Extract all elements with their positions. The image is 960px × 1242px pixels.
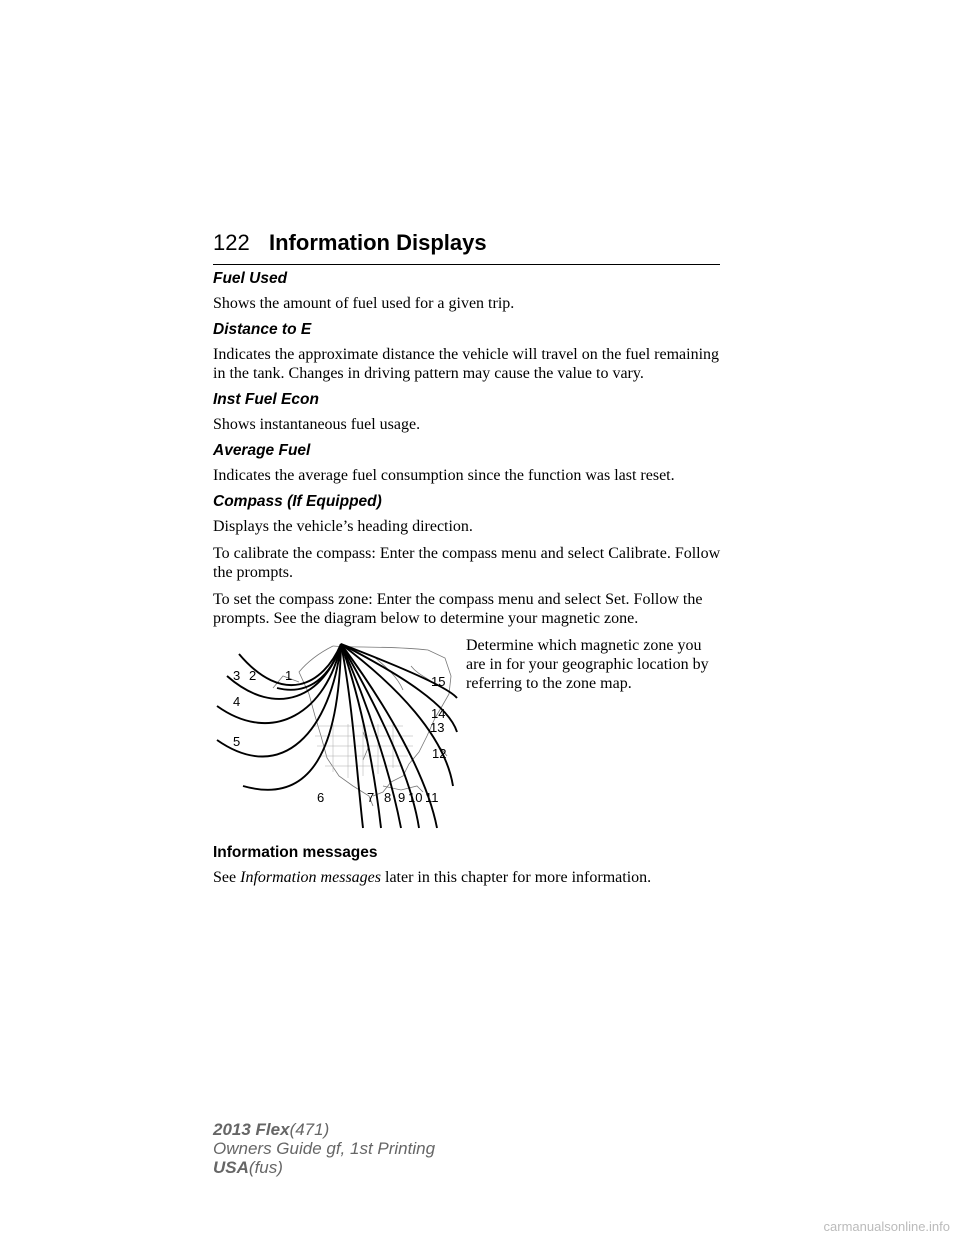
- zone-label-2: 2: [249, 668, 257, 683]
- zone-label-7: 7: [367, 790, 375, 805]
- page-content: [213, 270, 723, 895]
- zone-label-14: 14: [431, 706, 446, 721]
- footer-code: (471): [289, 1120, 330, 1139]
- zone-labels: [233, 668, 446, 805]
- footer-region: USA: [213, 1158, 249, 1177]
- section-heading-distance-to-e: Distance to E: [213, 321, 312, 338]
- section-heading-inst-fuel-econ: Inst Fuel Econ: [213, 391, 319, 408]
- footer-region-code: (fus): [248, 1158, 283, 1177]
- page-footer: [213, 1120, 435, 1177]
- footer-line-1: [213, 1120, 435, 1139]
- section-body-distance-to-e: Indicates the approximate distance the vehicle will travel on the fuel remaining in the tank. Changes in driving pattern may cause the value to vary.: [213, 346, 720, 382]
- zone-label-3: 3: [233, 668, 241, 683]
- magnetic-zone-map: [213, 636, 458, 831]
- info-messages-body: [213, 868, 723, 887]
- zone-label-5: 5: [233, 734, 241, 749]
- zone-map-figure: [213, 636, 723, 836]
- section-body-inst-fuel-econ: Shows instantaneous fuel usage.: [213, 416, 421, 433]
- page-header: [213, 230, 720, 265]
- zone-label-11: 11: [425, 790, 439, 805]
- section-body-average-fuel: Indicates the average fuel consumption since the function was last reset.: [213, 467, 675, 484]
- footer-model: 2013 Flex: [213, 1120, 290, 1139]
- zone-label-12: 12: [432, 746, 447, 761]
- watermark: carmanualsonline.info: [823, 1219, 950, 1234]
- zone-label-6: 6: [317, 790, 325, 805]
- zone-map-caption: Determine which magnetic zone you are in for your geographic location by referring to the zone map.: [466, 637, 709, 692]
- zone-label-13: 13: [430, 720, 445, 735]
- compass-body-calibrate: To calibrate the compass: Enter the compass menu and select Calibrate. Follow the prompts.: [213, 545, 721, 581]
- section-heading-average-fuel: Average Fuel: [213, 442, 311, 459]
- footer-line-2: Owners Guide gf, 1st Printing: [213, 1139, 436, 1158]
- chapter-title: Information Displays: [269, 230, 487, 255]
- info-messages-suffix: later in this chapter for more information.: [381, 869, 652, 886]
- info-messages-link[interactable]: Information messages: [240, 869, 381, 886]
- info-messages-prefix: See: [213, 869, 241, 886]
- compass-body-heading: Displays the vehicle’s heading direction.: [213, 518, 473, 535]
- zone-map-caption-block: [466, 636, 724, 693]
- zone-label-9: 9: [398, 790, 406, 805]
- zone-label-8: 8: [384, 790, 392, 805]
- footer-line-3: [213, 1158, 435, 1177]
- section-heading-compass: Compass (If Equipped): [213, 493, 382, 510]
- zone-label-4: 4: [233, 694, 241, 709]
- zone-label-15: 15: [431, 674, 446, 689]
- section-heading-fuel-used: Fuel Used: [213, 270, 288, 287]
- info-messages-heading: Information messages: [213, 844, 378, 861]
- zone-label-1: 1: [285, 668, 293, 683]
- zone-label-10: 10: [408, 790, 423, 805]
- page-number: 122: [213, 230, 250, 255]
- compass-body-set: To set the compass zone: Enter the compass menu and select Set. Follow the prompts. See the diagram below to determine your magnetic zone.: [213, 591, 703, 627]
- section-body-fuel-used: Shows the amount of fuel used for a given trip.: [213, 295, 515, 312]
